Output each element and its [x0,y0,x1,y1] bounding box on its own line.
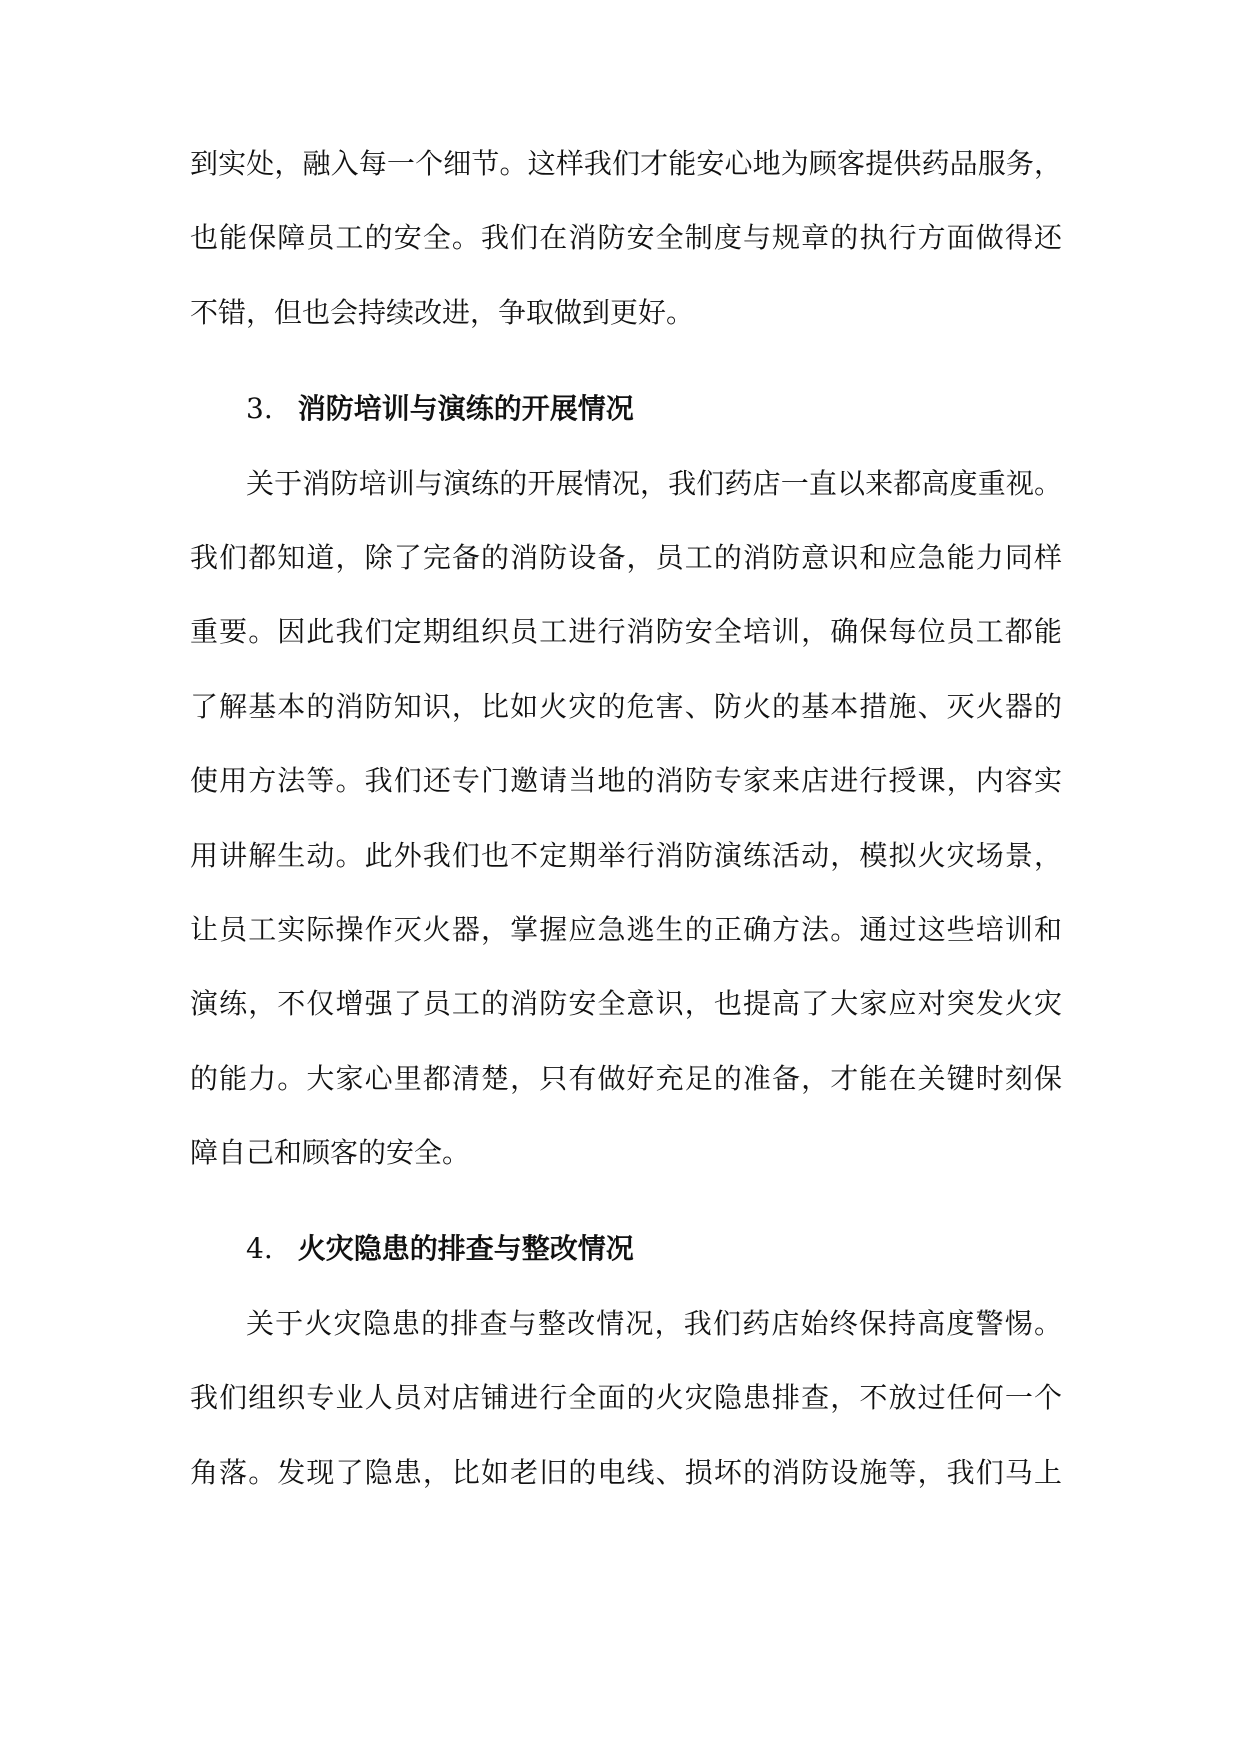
paragraph-line: 用讲解生动。此外我们也不定期举行消防演练活动，模拟火灾场景， [190,838,1062,872]
paragraph-line: 关于消防培训与演练的开展情况，我们药店一直以来都高度重视。 [246,466,1062,500]
section-3-number: 3. [246,392,273,426]
paragraph-line: 使用方法等。我们还专门邀请当地的消防专家来店进行授课，内容实 [190,764,1062,798]
paragraph-line: 角落。发现了隐患，比如老旧的电线、损坏的消防设施等，我们马上 [190,1455,1062,1489]
section-4-paragraph [190,1306,1062,1529]
paragraph-line: 也能保障员工的安全。我们在消防安全制度与规章的执行方面做得还 [190,221,1062,255]
intro-paragraph [190,146,1062,369]
section-4-heading [190,1231,1062,1305]
paragraph-line: 我们都知道，除了完备的消防设备，员工的消防意识和应急能力同样 [190,540,1062,574]
paragraph-line: 重要。因此我们定期组织员工进行消防安全培训，确保每位员工都能 [190,615,1062,649]
document-body [190,146,1062,1529]
paragraph-line: 到实处，融入每一个细节。这样我们才能安心地为顾客提供药品服务， [190,147,1062,180]
paragraph-line: 我们组织专业人员对店铺进行全面的火灾隐患排查，不放过任何一个 [190,1381,1062,1415]
section-3-title: 消防培训与演练的开展情况 [297,392,634,426]
paragraph-line: 障自己和顾客的安全。 [190,1136,471,1170]
section-spacer [190,1209,1062,1231]
section-4-title: 火灾隐患的排查与整改情况 [297,1232,634,1266]
paragraph-line: 了解基本的消防知识，比如火灾的危害、防火的基本措施、灭火器的 [190,689,1062,723]
section-spacer [190,369,1062,391]
section-4-number: 4. [246,1232,273,1266]
section-3-heading [190,391,1062,465]
paragraph-line: 演练，不仅增强了员工的消防安全意识，也提高了大家应对突发火灾 [190,987,1062,1021]
paragraph-line: 不错，但也会持续改进，争取做到更好。 [190,295,695,329]
paragraph-line: 让员工实际操作灭火器，掌握应急逃生的正确方法。通过这些培训和 [190,912,1062,946]
paragraph-line: 的能力。大家心里都清楚，只有做好充足的准备，才能在关键时刻保 [190,1061,1062,1095]
paragraph-line: 关于火灾隐患的排查与整改情况，我们药店始终保持高度警惕。 [246,1306,1062,1340]
section-3-paragraph [190,466,1062,1210]
